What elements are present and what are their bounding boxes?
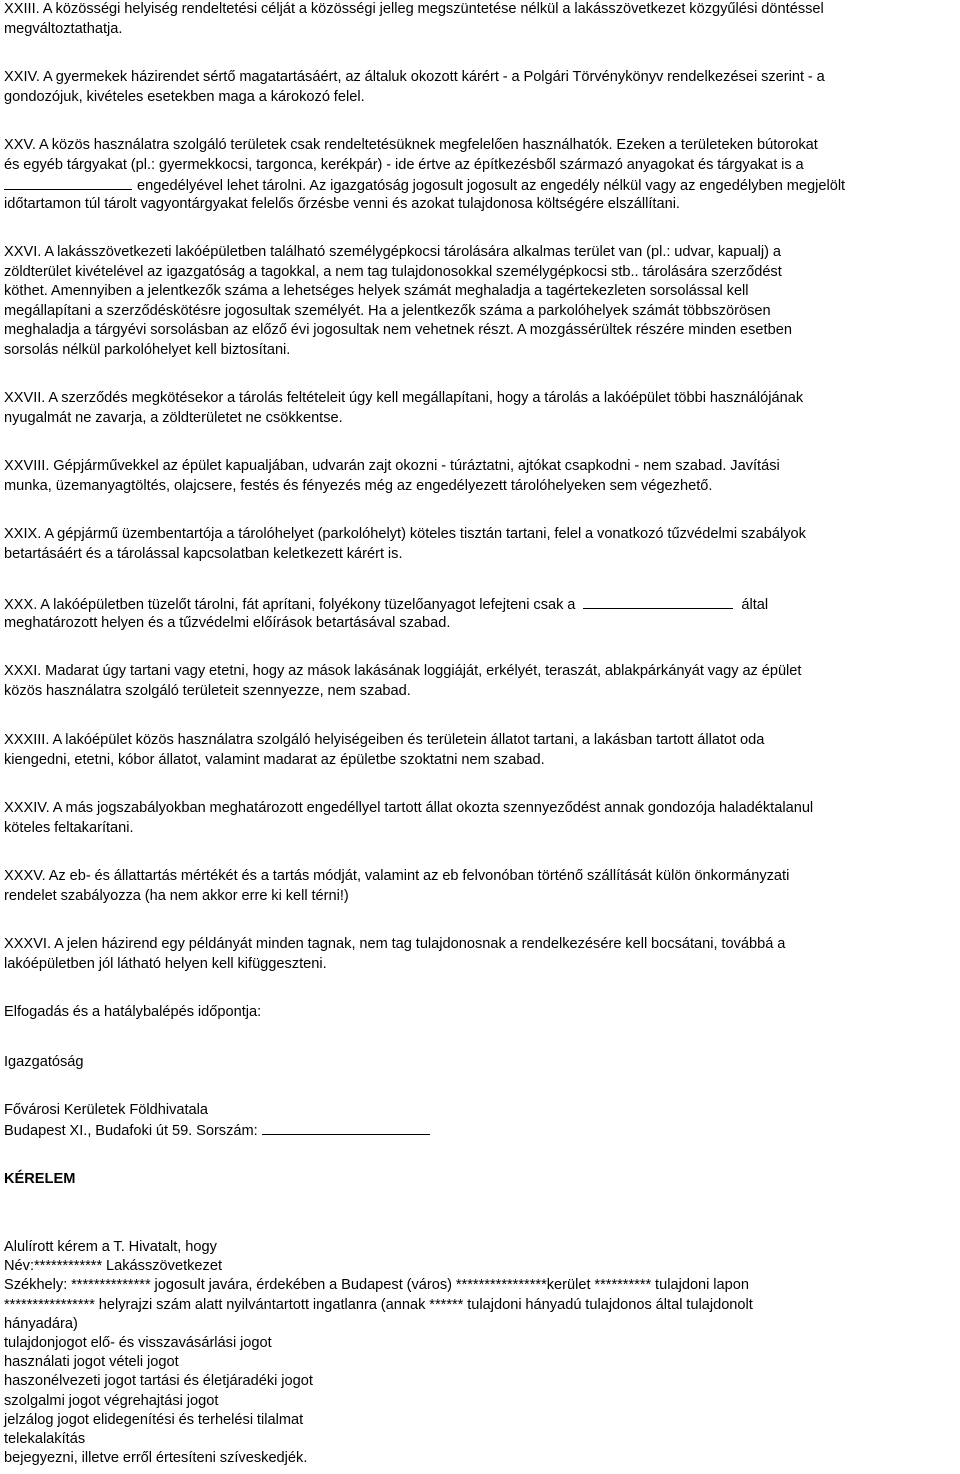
text-line: munka, üzemanyagtöltés, olajcsere, festés és fényezés még az engedélyezett tárolóhelyeken sem végezhető. [4, 477, 713, 494]
adoption-date-label [4, 1003, 956, 1023]
text-line: tulajdonjogot elő- és visszavásárlási jogot [4, 1334, 272, 1351]
text-line: jelzálog jogot elidegenítési és terhelési tilalmat [4, 1411, 304, 1428]
text-line: XXIV. A gyermekek házirendet sértő magatartásáért, az általuk okozott kárért - a Polgári Törvénykönyv rendelkezései szerint - a [4, 69, 825, 85]
text-line: használati jogot vételi jogot [4, 1354, 179, 1371]
text-line: Alulírott kérem a T. Hivatalt, hogy [4, 1239, 217, 1255]
section-xxxiv [4, 799, 956, 838]
text-line: meghaladja a tárgyévi sorsolásban az előző évi jogosultak nem vehetnek részt. A mozgássérültek részére minden esetben [4, 322, 792, 339]
text-line: meghatározott helyen és a tűzvédelmi előírások betartásával szabad. [4, 614, 451, 631]
section-xxiv [4, 68, 956, 107]
text-fragment: által [741, 597, 769, 613]
request-body [4, 1238, 956, 1468]
text-line: KÉRELEM [4, 1171, 76, 1187]
text-line: gondozójuk, kivételes esetekben maga a károkozó felel. [4, 88, 365, 105]
text-line: szolgalmi jogot végrehajtási jogot [4, 1392, 219, 1409]
text-line: XXVIII. Gépjárművekkel az épület kapualjában, udvarán zajt okozni - túráztatni, ajtókat csapkodni - nem szabad. Javítási [4, 458, 780, 474]
text-line: Név:************ Lakásszövetkezet [4, 1258, 223, 1275]
text-line: megállapítani a szerződéskötésre jogosultak személyét. Ha a jelentkezők száma a parkolóhelyek számát többszörösen [4, 302, 771, 319]
section-xxv [4, 136, 956, 214]
section-xxvi [4, 243, 956, 361]
text-fragment: engedélyével lehet tárolni. Az igazgatóság jogosult jogosult az engedély nélkül vagy az engedélyben megjelölt [137, 178, 846, 195]
section-xxxv [4, 867, 956, 906]
text-line: zöldterület kivételével az igazgatóság a tagokkal, a nem tag tulajdonosokkal személygépkocsi stb.. tárolására szerződést [4, 263, 782, 280]
board-signature [4, 1053, 956, 1073]
serial-number-blank [262, 1120, 430, 1135]
section-xxviii [4, 457, 956, 496]
text-line-with-blank [4, 1120, 956, 1139]
text-line: XXXIV. A más jogszabályokban meghatározott engedéllyel tartott állat okozta szennyeződést annak gondozója haladéktalanul [4, 800, 814, 816]
text-line: XXXVI. A jelen házirend egy példányát minden tagnak, nem tag tulajdonosnak a rendelkezésére kell bocsátani, továbbá a [4, 936, 786, 952]
fill-in-blank [4, 175, 132, 190]
text-line: XXIII. A közösségi helyiség rendeltetési célját a közösségi jelleg megszüntetése nélkül a lakásszövetkezet közgyűlési döntéssel [4, 1, 824, 17]
text-line: XXXI. Madarat úgy tartani vagy etetni, hogy az mások lakásának loggiáját, erkélyét, teraszát, ablakpárkányát vagy az épület [4, 663, 802, 679]
section-xxiii [4, 0, 956, 39]
section-xxix [4, 525, 956, 564]
text-line: sorsolás nélkül parkolóhelyet kell biztosítani. [4, 341, 291, 358]
text-line: köteles feltakarítani. [4, 819, 134, 836]
text-line: **************** helyrajzi szám alatt nyilvántartott ingatlanra (annak ****** tulajdoni hányadú tulajdonos által tulajdonolt [4, 1296, 753, 1313]
text-line: időtartamon túl tárolt vagyontárgyakat felelős őrzésbe venni és azokat tulajdonosa költségére elszállítani. [4, 195, 680, 212]
land-office-address [4, 1101, 956, 1139]
text-line: rendelet szabályozza (ha nem akkor erre ki kell térni!) [4, 887, 349, 904]
section-xxx [4, 594, 956, 633]
section-xxxiii [4, 731, 956, 770]
text-line: nyugalmát ne zavarja, a zöldterületet ne csökkentse. [4, 409, 343, 426]
text-line: betartásáért és a tárolással kapcsolatban keletkezett kárért is. [4, 545, 403, 562]
text-line-with-blank [4, 175, 956, 195]
fill-in-blank [583, 594, 733, 609]
text-line-with-blank [4, 594, 956, 614]
text-fragment: Budapest XI., Budafoki út 59. Sorszám: [4, 1123, 258, 1140]
section-xxxvi [4, 935, 956, 974]
text-line: XXXIII. A lakóépület közös használatra szolgáló helyiségeiben és területein állatot tartani, a lakásban tartott állatot oda [4, 732, 765, 748]
request-heading [4, 1170, 956, 1190]
text-line: és egyéb tárgyakat (pl.: gyermekkocsi, targonca, kerékpár) - ide értve az építkezésből származó anyagokat és tárgyakat is a [4, 156, 804, 173]
text-line: köthet. Amennyiben a jelentkezők száma a lehetséges helyek számát meghaladja a tagértekezleten sorsolással kell [4, 283, 749, 300]
text-line: XXXV. Az eb- és állattartás mértékét és a tartás módját, valamint az eb felvonóban történő szállítását külön önkormányzati [4, 868, 790, 884]
text-line: közös használatra szolgáló területeit szennyezze, nem szabad. [4, 682, 411, 699]
text-fragment: XXX. A lakóépületben tüzelőt tárolni, fát aprítani, folyékony tüzelőanyagot lefejteni csak a [4, 597, 576, 613]
section-xxxi [4, 662, 956, 701]
text-line: kiengedni, etetni, kóbor állatot, valamint madarat az épületbe szoktatni nem szabad. [4, 751, 545, 768]
text-line: Igazgatóság [4, 1054, 84, 1070]
text-line: Székhely: ************** jogosult javára, érdekében a Budapest (város) ****************kerület ********** tulajdoni lapon [4, 1277, 749, 1294]
section-xxvii [4, 389, 956, 428]
text-line: XXV. A közös használatra szolgáló területek csak rendeltetésüknek megfelelően használhatók. Ezeken a területeken bútorokat [4, 137, 818, 153]
text-line: telekalakítás [4, 1430, 86, 1447]
text-line: bejegyezni, illetve erről értesíteni szíveskedjék. [4, 1450, 308, 1467]
text-line: haszonélvezeti jogot tartási és életjáradéki jogot [4, 1373, 313, 1390]
text-line: XXVII. A szerződés megkötésekor a tárolás feltételeit úgy kell megállapítani, hogy a tárolás a lakóépület többi használójának [4, 390, 804, 406]
text-line: lakóépületben jól látható helyen kell kifüggeszteni. [4, 955, 327, 972]
text-line: Elfogadás és a hatálybalépés időpontja: [4, 1004, 262, 1020]
text-line: Fővárosi Kerületek Földhivatala [4, 1102, 209, 1118]
text-line: XXIX. A gépjármű üzembentartója a tárolóhelyet (parkolóhelyt) köteles tisztán tartani, felel a vonatkozó tűzvédelmi szabályok [4, 526, 806, 542]
text-line: hányadára) [4, 1315, 78, 1332]
text-line: XXVI. A lakásszövetkezeti lakóépületben található személygépkocsi tárolására alkalmas terület van (pl.: udvar, kapualj) a [4, 244, 781, 260]
text-line: megváltoztathatja. [4, 20, 123, 37]
